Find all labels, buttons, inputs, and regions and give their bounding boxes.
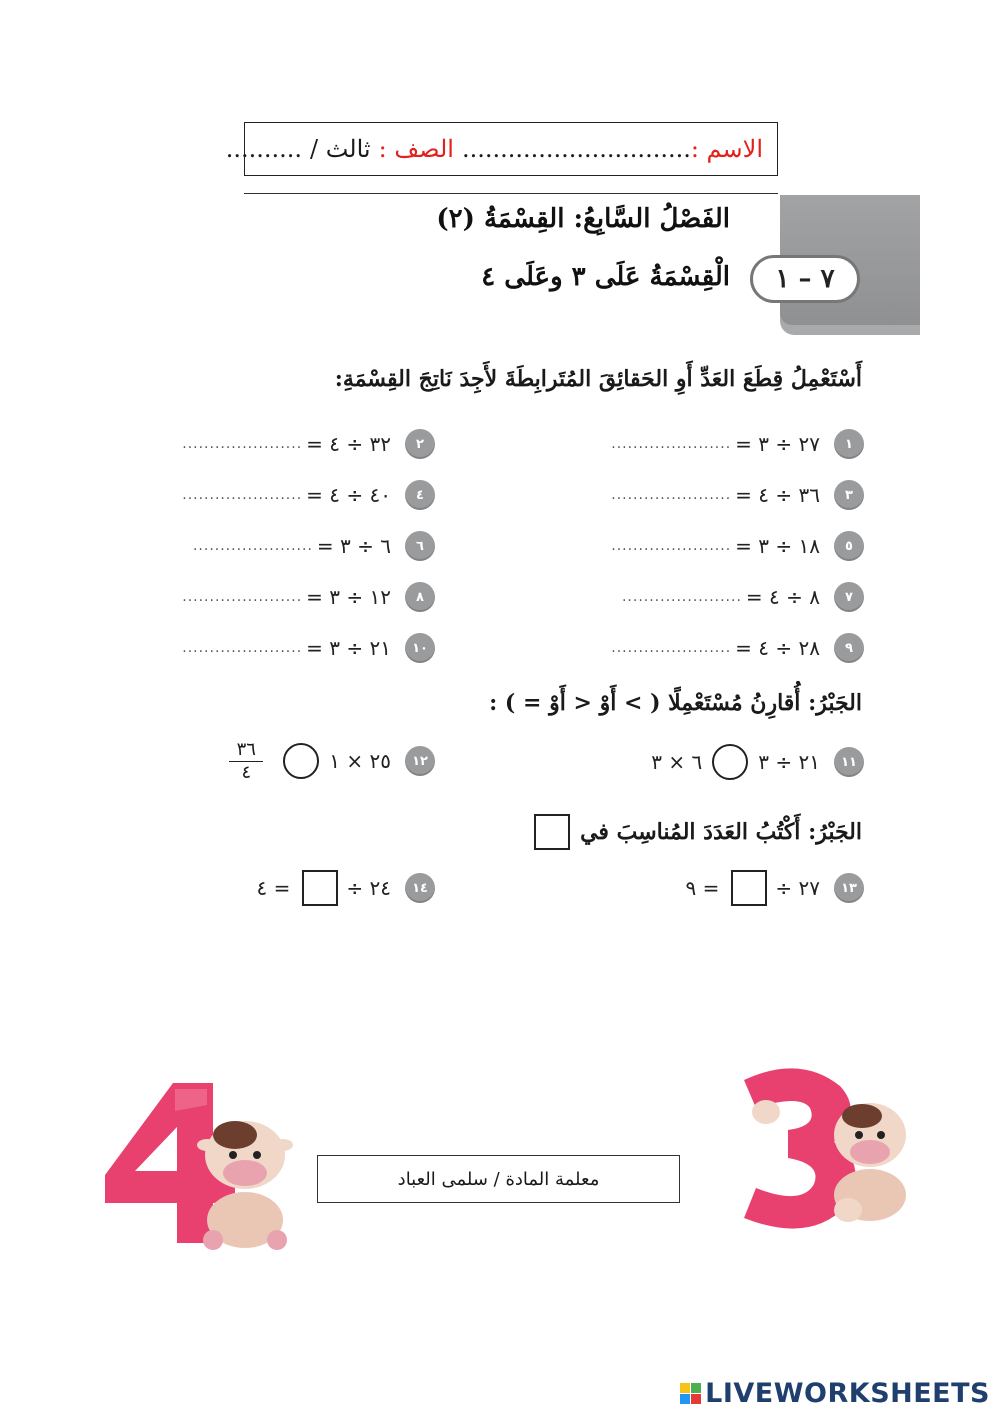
answer-blank[interactable]: ...................... bbox=[621, 589, 742, 605]
answer-blank[interactable]: ...................... bbox=[182, 436, 303, 452]
problem-number-badge: ١٠ bbox=[405, 633, 435, 663]
problem-number-badge: ٣ bbox=[834, 480, 864, 510]
grade-label: الصف : bbox=[378, 135, 454, 163]
problem-expression: ٦ ÷ ٣ = bbox=[316, 534, 391, 558]
fraction-numerator: ٣٦ bbox=[236, 738, 256, 760]
answer-blank[interactable]: ...................... bbox=[182, 640, 303, 656]
problem-number-badge: ٥ bbox=[834, 531, 864, 561]
problem-14 bbox=[257, 868, 435, 908]
liveworksheets-brand bbox=[680, 1378, 990, 1409]
problem-number-badge: ٩ bbox=[834, 633, 864, 663]
problem-expression: ٢٧ ÷ ٣ = bbox=[735, 432, 820, 456]
problem-number-badge: ٧ bbox=[834, 582, 864, 612]
answer-blank[interactable]: ...................... bbox=[611, 538, 732, 554]
answer-box-input[interactable] bbox=[302, 870, 338, 906]
answer-blank[interactable]: ...................... bbox=[611, 436, 732, 452]
number-four-cow-illustration bbox=[95, 1075, 295, 1255]
problem-expression: ١٨ ÷ ٣ = bbox=[735, 534, 820, 558]
problem-expression: ٣٢ ÷ ٤ = bbox=[306, 432, 391, 456]
problem-number-badge: ١٤ bbox=[405, 873, 435, 903]
section3-instruction: الجَبْرُ: أَكْتُبُ العَدَدَ المُناسِبَ في bbox=[580, 819, 862, 845]
answer-blank[interactable]: ...................... bbox=[611, 640, 732, 656]
teacher-name: معلمة المادة / سلمى العباد bbox=[397, 1168, 600, 1190]
lesson-number-badge bbox=[750, 255, 860, 303]
teacher-box bbox=[317, 1155, 680, 1203]
equation-left: ٢٤ ÷ bbox=[346, 876, 391, 900]
problem-expression: ١٢ ÷ ٣ = bbox=[306, 585, 391, 609]
answer-blank[interactable]: ...................... bbox=[192, 538, 313, 554]
equation-right: = ٤ bbox=[256, 876, 291, 900]
fraction-denominator: ٤ bbox=[241, 761, 252, 783]
problem-1 bbox=[611, 427, 864, 461]
grade-value: ثالث / bbox=[310, 135, 371, 163]
section1-instruction: أَسْتَعْمِلُ قِطَعَ العَدِّ أَوِ الحَقائِقَ المُتَرابِطَةَ لأَجِدَ نَاتِجَ القِسْمَةِ: bbox=[334, 366, 862, 392]
problem-number-badge: ٦ bbox=[405, 531, 435, 561]
problem-10 bbox=[182, 631, 435, 665]
header-rule bbox=[244, 193, 778, 194]
answer-box-icon bbox=[534, 814, 570, 850]
problem-number-badge: ٨ bbox=[405, 582, 435, 612]
section2-instruction: الجَبْرُ: أُقارِنُ مُسْتَعْمِلًا ( > أَوْ < أَوْ = ) : bbox=[489, 690, 862, 716]
equation-left: ٢٧ ÷ bbox=[775, 876, 820, 900]
equation-right: = ٩ bbox=[685, 876, 720, 900]
problem-number-badge: ١ bbox=[834, 429, 864, 459]
name-box bbox=[225, 122, 778, 176]
problem-number-badge: ١٢ bbox=[405, 746, 435, 776]
problem-3 bbox=[611, 478, 864, 512]
answer-box-input[interactable] bbox=[731, 870, 767, 906]
problem-5 bbox=[611, 529, 864, 563]
lesson-number: ٧ – ١ bbox=[775, 264, 835, 294]
compare-right: ٦ × ٣ bbox=[651, 750, 703, 774]
fraction bbox=[229, 740, 263, 783]
answer-blank[interactable]: ...................... bbox=[611, 487, 732, 503]
problem-6 bbox=[193, 529, 435, 563]
chapter-title: الفَصْلُ السَّابِعُ: القِسْمَةُ (٢) bbox=[436, 204, 730, 234]
problem-expression: ٢١ ÷ ٣ = bbox=[306, 636, 391, 660]
compare-left: ٢٥ × ١ bbox=[329, 749, 391, 773]
problem-7 bbox=[622, 580, 864, 614]
brand-text: LIVEWORKSHEETS bbox=[705, 1378, 990, 1409]
problem-11 bbox=[651, 742, 864, 782]
lesson-title: الْقِسْمَةُ عَلَى ٣ وعَلَى ٤ bbox=[481, 262, 730, 292]
problem-8 bbox=[182, 580, 435, 614]
compare-circle-input[interactable] bbox=[712, 744, 748, 780]
problem-number-badge: ٤ bbox=[405, 480, 435, 510]
problem-2 bbox=[182, 427, 435, 461]
name-label: الاسم : bbox=[690, 135, 763, 163]
compare-circle-input[interactable] bbox=[283, 743, 319, 779]
problem-4 bbox=[182, 478, 435, 512]
problem-expression: ٤٠ ÷ ٤ = bbox=[306, 483, 391, 507]
problem-13 bbox=[686, 868, 864, 908]
problem-number-badge: ٢ bbox=[405, 429, 435, 459]
problem-number-badge: ١١ bbox=[834, 747, 864, 777]
problem-expression: ٣٦ ÷ ٤ = bbox=[735, 483, 820, 507]
problem-12 bbox=[229, 736, 435, 786]
problem-number-badge: ١٣ bbox=[834, 873, 864, 903]
grade-blank[interactable]: .......... bbox=[225, 135, 303, 163]
name-blank[interactable]: .............................. bbox=[461, 135, 691, 163]
answer-blank[interactable]: ...................... bbox=[182, 589, 303, 605]
compare-left: ٢١ ÷ ٣ bbox=[758, 750, 820, 774]
problem-expression: ٨ ÷ ٤ = bbox=[745, 585, 820, 609]
problem-expression: ٢٨ ÷ ٤ = bbox=[735, 636, 820, 660]
liveworksheets-logo-icon bbox=[680, 1383, 701, 1404]
number-three-cow-illustration bbox=[730, 1060, 920, 1240]
section3-instruction-row bbox=[526, 814, 862, 850]
answer-blank[interactable]: ...................... bbox=[182, 487, 303, 503]
problem-9 bbox=[611, 631, 864, 665]
